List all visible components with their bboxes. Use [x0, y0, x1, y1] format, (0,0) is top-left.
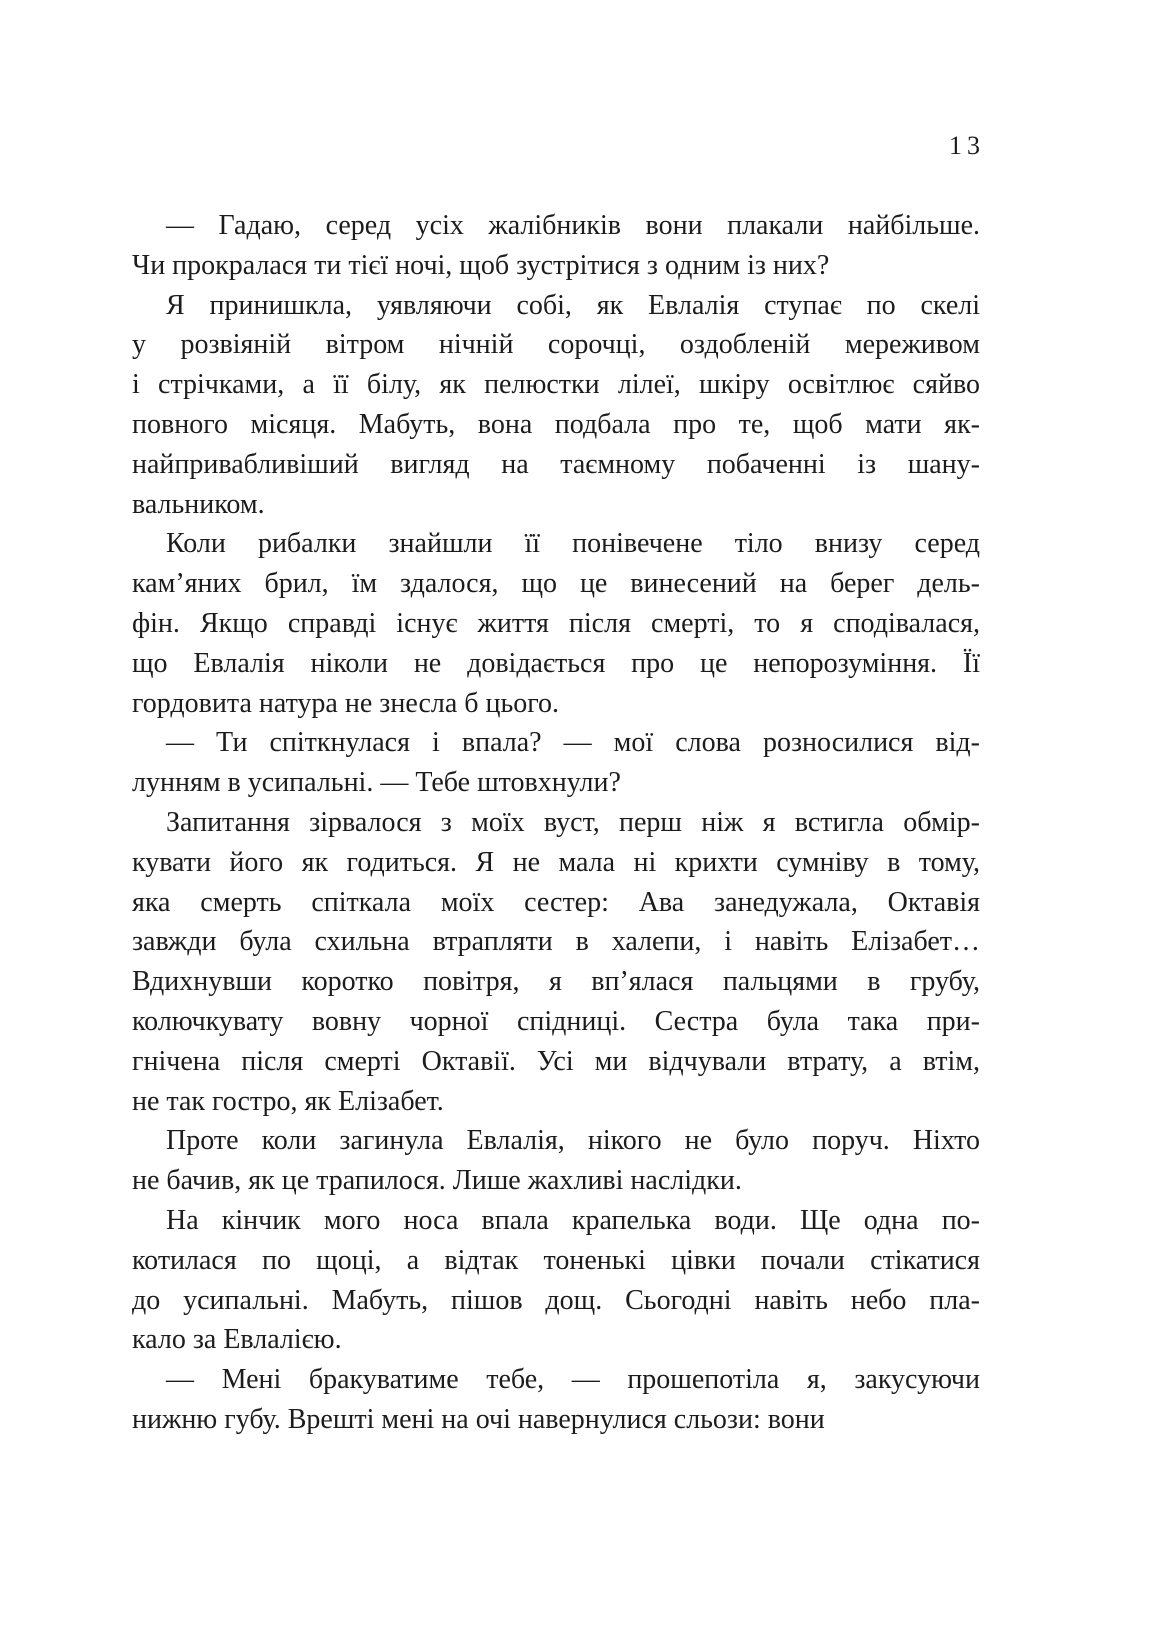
text-line: Коли рибалки знайшли її понівечене тіло внизу серед [166, 528, 980, 560]
text-line: нижню губу. Врешті мені на очі навернулися сльози: вони [132, 1403, 825, 1435]
text-line: Запитання зірвалося з моїх вуст, перш ніж я встигла обмір- [166, 806, 980, 838]
text-line: На кінчик мого носа впала крапелька води. Ще одна по- [166, 1204, 980, 1236]
text-line: — Ти спіткнулася і впала? — мої слова розносилися від- [166, 727, 980, 759]
paragraph [132, 286, 980, 525]
text-line: не бачив, як це трапилося. Лише жахливі наслідки. [132, 1165, 742, 1197]
page-content [132, 131, 985, 1440]
text-line: і стрічками, а її білу, як пелюстки лілеї, шкіру освітлює сяйво [132, 369, 980, 401]
text-line: Я принишкла, уявляючи собі, як Евлалія ступає по скелі [166, 289, 980, 321]
text-line: до усипальні. Мабуть, пішов дощ. Сьогодні навіть небо пла- [132, 1284, 980, 1316]
text-line: лунням в усипальні. — Тебе штовхнули? [132, 767, 621, 799]
text-line: найпривабливіший вигляд на таємному побаченні із шану- [132, 448, 980, 480]
text-line: не так гостро, як Елізабет. [132, 1085, 444, 1117]
text-line: колючкувату вовну чорної спідниці. Сестра була така при- [132, 1005, 980, 1037]
text-line: кам’яних брил, їм здалося, що це винесений на берег дель- [132, 568, 980, 600]
text-line: що Евлалія ніколи не довідається про це непорозуміння. Її [132, 647, 980, 679]
text-line: котилася по щоці, а відтак тоненькі цівки почали стікатися [132, 1244, 980, 1276]
text-line: гнічена після смерті Октавії. Усі ми відчували втрату, а втім, [132, 1045, 980, 1077]
paragraph [132, 1360, 980, 1440]
page-text [132, 206, 980, 1440]
text-line: кало за Евлалією. [132, 1324, 342, 1356]
paragraph [132, 723, 980, 803]
paragraph [132, 206, 980, 286]
paragraph [132, 524, 980, 723]
paragraph [132, 1121, 980, 1201]
text-line: повного місяця. Мабуть, вона подбала про те, щоб мати як- [132, 408, 980, 440]
text-line: — Гадаю, серед усіх жалібників вони плакали найбільше. [166, 210, 980, 241]
paragraph [132, 803, 980, 1121]
text-line: гордовита натура не знесла б цього. [132, 687, 560, 719]
text-line: яка смерть спіткала моїх сестер: Ава занедужала, Октавія [132, 886, 980, 918]
text-line: фін. Якщо справді існує життя після смерті, то я сподівалася, [132, 607, 980, 639]
text-line: вальником. [132, 488, 265, 520]
text-line: завжди була схильна втрапляти в халепи, і навіть Елізабет… [132, 926, 980, 958]
text-line: Чи прокралася ти тієї ночі, щоб зустрітися з одним із них? [132, 249, 830, 281]
paragraph [132, 1201, 980, 1360]
page-number: 13 [949, 131, 985, 160]
text-line: кувати його як годиться. Я не мала ні крихти сумніву в тому, [132, 846, 980, 878]
text-line: — Мені бракуватиме тебе, — прошепотіла я, закусуючи [166, 1364, 980, 1396]
text-line: Вдихнувши коротко повітря, я вп’ялася пальцями в грубу, [132, 966, 980, 998]
text-line: у розвіяній вітром нічній сорочці, оздобленій мереживом [132, 329, 980, 361]
text-line: Проте коли загинула Евлалія, нікого не було поруч. Ніхто [166, 1125, 980, 1157]
